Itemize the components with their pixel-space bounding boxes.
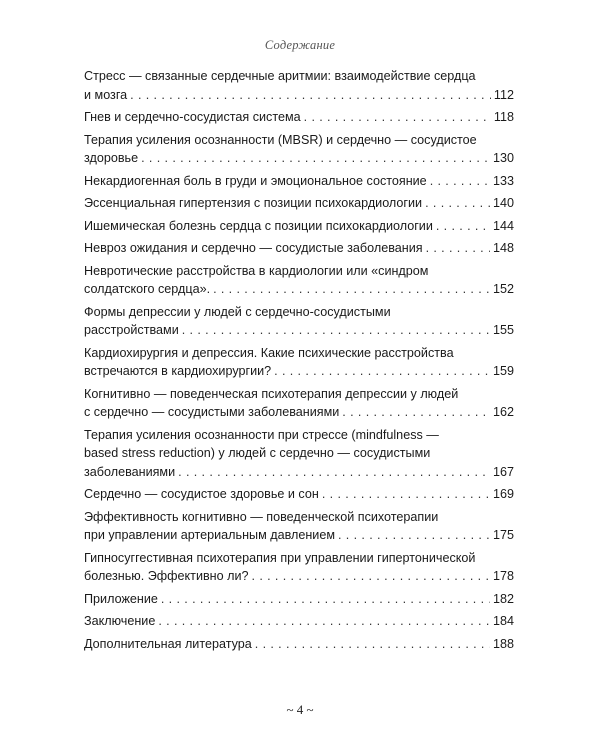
dot-leader — [426, 239, 490, 258]
toc-entry-page-number: 182 — [492, 591, 514, 606]
toc-entry-title-line: Дополнительная литература — [84, 636, 252, 651]
toc-entry-page-number: 118 — [493, 110, 514, 124]
toc-entry-page-number: 133 — [492, 173, 514, 188]
dot-leader — [158, 612, 490, 631]
toc-entry-page-number: 112 — [493, 87, 514, 102]
toc-entry-title-line: Приложение — [84, 591, 158, 606]
toc-entry-title-line: Невроз ожидания и сердечно — сосудистые заболевания — [84, 241, 423, 255]
toc-entry-title-line: Ишемическая болезнь сердца с позиции психокардиологии — [84, 218, 433, 233]
toc-entry-page-number: 162 — [492, 405, 514, 419]
toc-entry-title-line: Гипносуггестивная психотерапия при управлении гипертонической — [84, 550, 476, 565]
toc-entry-title-line: Терапия усиления осознанности при стрессе (mindfulness — — [84, 427, 439, 442]
toc-entry[interactable] — [84, 426, 514, 482]
toc-entry-title-line: Невротические расстройства в кардиологии или «синдром — [84, 263, 429, 278]
toc-entry-title-line: Заключение — [84, 614, 156, 628]
toc-entry-title-line: болезнью. Эффективно ли? — [84, 569, 249, 583]
toc-entry-page-number: 130 — [492, 151, 514, 165]
toc-entry-title-line: при управлении артериальным давлением — [84, 528, 335, 542]
dot-leader — [322, 485, 490, 504]
toc-entry-title-line: based stress reduction) у людей с сердечно — сосудистыми — [84, 446, 431, 460]
toc-entry[interactable] — [84, 262, 514, 299]
dot-leader — [182, 321, 490, 340]
toc-entry-title-line: Сердечно — сосудистое здоровье и сон — [84, 487, 319, 501]
toc-entry-title-line: расстройствами — [84, 323, 179, 337]
toc-entry-page-number: 144 — [492, 218, 514, 233]
toc-entry-title-line: и мозга — [84, 87, 128, 102]
toc-entry-title-line: Терапия усиления осознанности (MBSR) и сердечно — сосудистое — [84, 132, 477, 147]
dot-leader — [178, 463, 490, 482]
dot-leader — [255, 635, 490, 654]
running-title: Содержание — [264, 38, 336, 52]
dot-leader — [141, 149, 490, 168]
toc-entry-title-line: Кардиохирургия и депрессия. Какие психические расстройства — [84, 345, 454, 360]
toc-entry-title-line: здоровье — [84, 151, 139, 165]
toc-entry-page-number: 188 — [492, 636, 514, 651]
toc-entry-title-line: Когнитивно — поведенческая психотерапия депрессии у людей — [84, 386, 459, 401]
toc-entry[interactable] — [84, 344, 514, 381]
toc-entry[interactable] — [84, 108, 514, 127]
dot-leader — [304, 108, 491, 127]
toc-entry-title-line: встречаются в кардиохирургии? — [84, 364, 272, 378]
toc-entry[interactable] — [84, 635, 514, 654]
dot-leader — [342, 403, 490, 422]
toc-entry-page-number: 148 — [492, 241, 514, 255]
toc-entry[interactable] — [84, 549, 514, 586]
toc-entry-page-number: 178 — [492, 569, 514, 583]
toc-entry-page-number: 184 — [492, 614, 514, 628]
dot-leader — [252, 567, 490, 586]
toc-entry[interactable] — [84, 508, 514, 545]
toc-entry[interactable] — [84, 485, 514, 504]
toc-entry-title-line: с сердечно — сосудистыми заболеваниями — [84, 405, 340, 419]
toc-entry-title-line: Формы депрессии у людей с сердечно-сосудистыми — [84, 304, 391, 319]
dot-leader — [274, 362, 490, 381]
toc-entry-title-line: Стресс — связанные сердечные аритмии: взаимодействие сердца — [84, 69, 476, 83]
table-of-contents — [84, 67, 514, 657]
toc-entry[interactable] — [84, 131, 514, 168]
toc-entry[interactable] — [84, 172, 514, 191]
dot-leader — [436, 217, 490, 236]
toc-entry[interactable] — [84, 194, 514, 213]
toc-entry[interactable] — [84, 303, 514, 340]
toc-entry-page-number: 155 — [492, 323, 514, 337]
toc-entry-page-number: 169 — [492, 487, 514, 501]
dot-leader — [130, 86, 491, 105]
toc-entry-title-line: Некардиогенная боль в груди и эмоциональное состояние — [84, 173, 427, 188]
toc-entry-title-line: заболеваниями — [84, 464, 176, 479]
toc-entry[interactable] — [84, 385, 514, 422]
dot-leader — [213, 280, 490, 299]
toc-entry[interactable] — [84, 590, 514, 609]
toc-entry-page-number: 167 — [492, 464, 514, 479]
toc-entry-title-line: Эссенциальная гипертензия с позиции психокардиологии — [84, 196, 423, 210]
toc-entry-title-line: Гнев и сердечно-сосудистая система — [84, 110, 301, 124]
toc-entry-page-number: 140 — [492, 196, 514, 210]
toc-entry[interactable] — [84, 239, 514, 258]
dot-leader — [338, 526, 490, 545]
toc-entry-page-number: 159 — [492, 364, 514, 378]
dot-leader — [425, 194, 490, 213]
toc-entry[interactable] — [84, 67, 514, 104]
dot-leader — [430, 172, 490, 191]
dot-leader — [161, 590, 490, 609]
toc-entry-title-line: Эффективность когнитивно — поведенческой психотерапии — [84, 509, 439, 524]
toc-entry[interactable] — [84, 217, 514, 236]
toc-entry[interactable] — [84, 612, 514, 631]
toc-entry-page-number: 152 — [492, 282, 514, 296]
toc-entry-page-number: 175 — [492, 528, 514, 542]
toc-entry-title-line: солдатского сердца». — [84, 282, 211, 296]
page-number: ~ 4 ~ — [286, 702, 314, 717]
